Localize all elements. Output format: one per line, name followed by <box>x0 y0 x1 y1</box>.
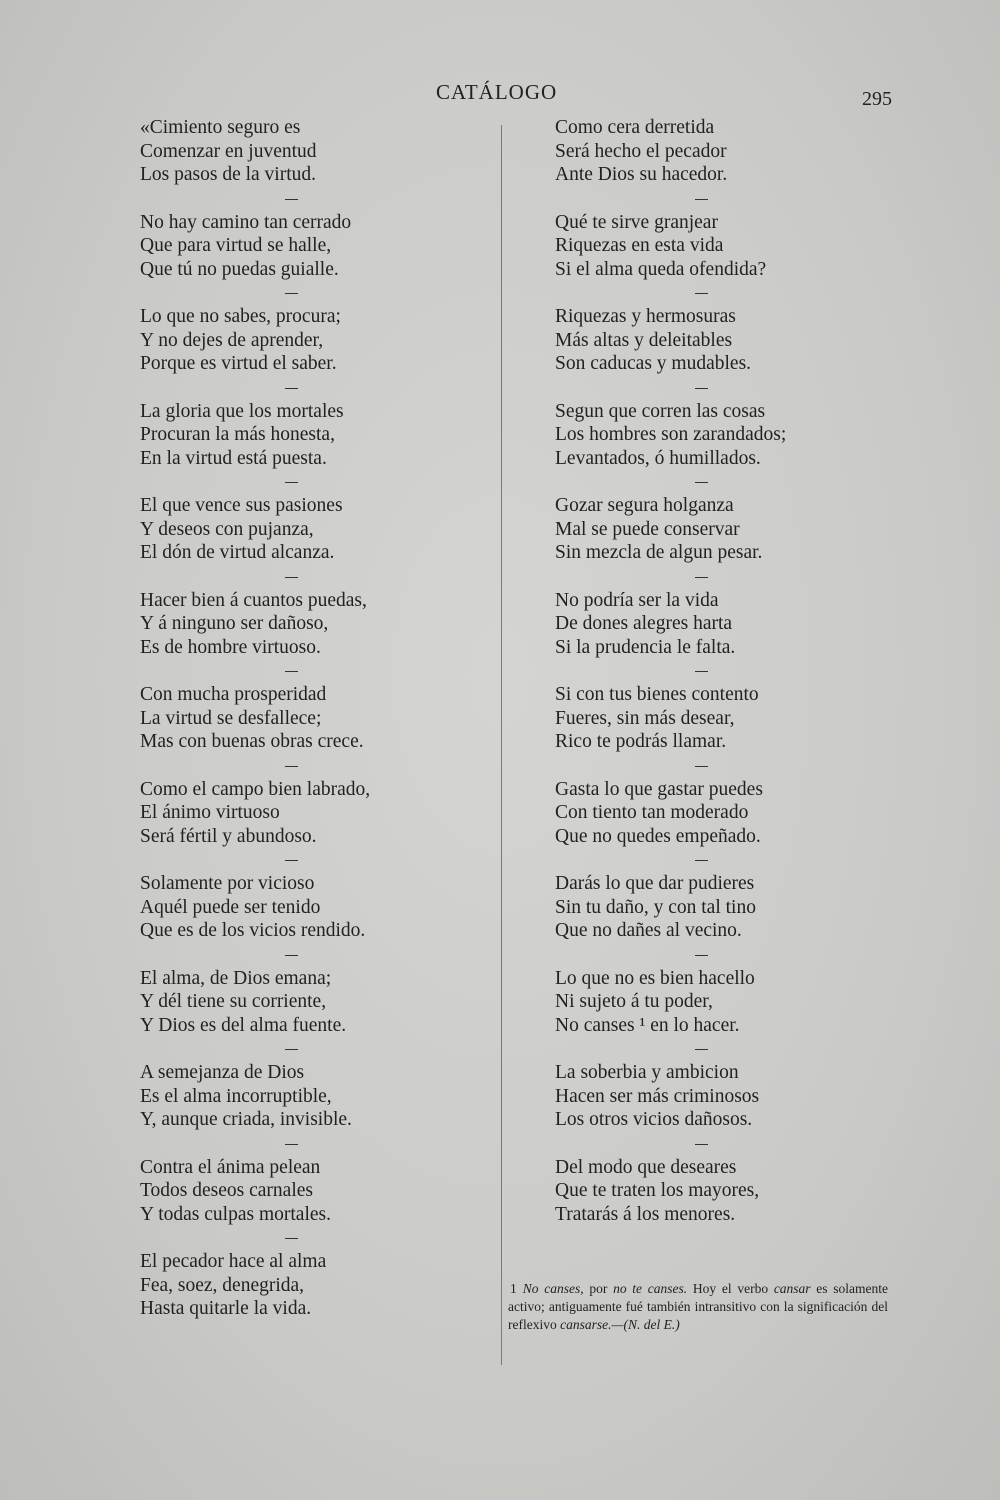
verse-line: Riquezas y hermosuras <box>555 306 736 327</box>
verse-line: A semejanza de Dios <box>140 1062 305 1083</box>
verse-line: Los pasos de la virtud. <box>140 164 317 185</box>
stanza-separator <box>695 671 708 672</box>
verse-line: Sin mezcla de algun pesar. <box>555 542 763 563</box>
stanza-separator <box>285 388 298 389</box>
verse-line: Y todas culpas mortales. <box>140 1203 331 1225</box>
verse-line: El ánimo virtuoso <box>140 802 280 823</box>
verse-line: Es el alma incorruptible, <box>140 1085 332 1107</box>
verse-line: De dones alegres harta <box>555 613 733 634</box>
verse-line: Porque es virtud el saber. <box>140 353 337 374</box>
stanza-separator <box>695 860 708 861</box>
stanza-separator <box>285 1238 298 1239</box>
verse-line: Rico te podrás llamar. <box>555 731 727 752</box>
verse-line: Comenzar en juventud <box>140 140 317 162</box>
verse-line: Hacen ser más criminosos <box>555 1085 760 1107</box>
stanza <box>140 872 480 943</box>
verse-line: Sin tu daño, y con tal tino <box>555 896 756 918</box>
verse-line: Los hombres son zarandados; <box>555 424 787 445</box>
verse-line: Mas con buenas obras crece. <box>140 731 364 752</box>
verse-line: Fueres, sin más desear, <box>555 707 735 729</box>
stanza-separator <box>695 1144 708 1145</box>
stanza-separator <box>695 1049 708 1050</box>
stanza <box>140 116 480 187</box>
verse-line: El pecador hace al alma <box>140 1251 327 1272</box>
verse-line: La gloria que los mortales <box>140 400 344 422</box>
stanza-separator <box>695 388 708 389</box>
stanza <box>555 589 885 660</box>
verse-line: El dón de virtud alcanza. <box>140 542 335 563</box>
stanza <box>555 116 885 187</box>
footnote <box>508 1280 888 1334</box>
verse-line: Que te traten los mayores, <box>555 1180 760 1201</box>
verse-line: Y á ninguno ser dañoso, <box>140 613 329 634</box>
verse-line: Son caducas y mudables. <box>555 353 752 374</box>
stanza <box>140 400 480 471</box>
verse-line: Aquél puede ser tenido <box>140 896 321 918</box>
verse-line: Ante Dios su hacedor. <box>555 164 728 185</box>
stanza-separator <box>285 1049 298 1050</box>
right-column <box>555 116 885 1226</box>
verse-line: La soberbia y ambicion <box>555 1062 739 1083</box>
verse-line: Que es de los vicios rendido. <box>140 920 366 941</box>
stanza <box>140 1250 480 1321</box>
verse-line: Mal se puede conservar <box>555 518 740 540</box>
verse-line: Todos deseos carnales <box>140 1180 313 1201</box>
verse-line: Con tiento tan moderado <box>555 802 749 823</box>
footnote-italic-4: cansarse.—(N. del E.) <box>560 1317 680 1332</box>
verse-line: Tratarás á los menores. <box>555 1203 736 1225</box>
verse-line: No canses ¹ en lo hacer. <box>555 1014 740 1036</box>
verse-line: Si con tus bienes contento <box>555 684 759 705</box>
verse-line: El alma, de Dios emana; <box>140 967 332 989</box>
stanza-separator <box>695 293 708 294</box>
stanza <box>555 1061 885 1132</box>
stanza <box>140 589 480 660</box>
footnote-number: 1 <box>510 1281 517 1296</box>
verse-line: La virtud se desfallece; <box>140 707 322 729</box>
verse-line: Contra el ánima pelean <box>140 1156 321 1178</box>
verse-line: Qué te sirve granjear <box>555 211 718 233</box>
stanza <box>140 1061 480 1132</box>
stanza-separator <box>285 1144 298 1145</box>
verse-line: Procuran la más honesta, <box>140 424 335 445</box>
stanza-separator <box>285 955 298 956</box>
stanza <box>140 778 480 849</box>
stanza <box>555 683 885 754</box>
stanza-separator <box>695 766 708 767</box>
verse-line: Que tú no puedas guialle. <box>140 258 339 280</box>
left-column <box>140 116 480 1321</box>
verse-line: Si la prudencia le falta. <box>555 636 736 658</box>
stanza <box>555 494 885 565</box>
verse-line: Será fértil y abundoso. <box>140 825 317 847</box>
stanza-separator <box>695 199 708 200</box>
verse-line: No podría ser la vida <box>555 589 719 611</box>
verse-line: El que vence sus pasiones <box>140 495 343 516</box>
verse-line: Gozar segura holganza <box>555 495 734 516</box>
stanza-separator <box>285 293 298 294</box>
stanza <box>555 211 885 282</box>
verse-line: «Cimiento seguro es <box>140 117 301 138</box>
verse-line: Y Dios es del alma fuente. <box>140 1014 347 1036</box>
verse-line: Hacer bien á cuantos puedas, <box>140 589 367 611</box>
stanza-separator <box>285 577 298 578</box>
verse-line: Levantados, ó humillados. <box>555 447 761 469</box>
verse-line: Con mucha prosperidad <box>140 684 327 705</box>
stanza <box>140 683 480 754</box>
verse-line: Que para virtud se halle, <box>140 235 332 256</box>
verse-line: Y dél tiene su corriente, <box>140 991 327 1012</box>
stanza-separator <box>285 860 298 861</box>
stanza-separator <box>695 482 708 483</box>
stanza-separator <box>285 671 298 672</box>
column-divider <box>501 125 502 1365</box>
verse-line: Como el campo bien labrado, <box>140 778 371 800</box>
verse-line: Más altas y deleitables <box>555 329 733 351</box>
verse-line: Del modo que deseares <box>555 1156 737 1178</box>
verse-line: Si el alma queda ofendida? <box>555 258 767 280</box>
verse-line: Es de hombre virtuoso. <box>140 636 321 658</box>
stanza <box>555 967 885 1038</box>
footnote-text-2: Hoy el verbo <box>687 1281 774 1296</box>
stanza <box>140 211 480 282</box>
verse-line: Solamente por vicioso <box>140 873 315 894</box>
stanza-separator <box>695 577 708 578</box>
verse-line: Será hecho el pecador <box>555 140 727 162</box>
stanza-separator <box>285 199 298 200</box>
page-number: 295 <box>862 88 892 110</box>
verse-line: Y deseos con pujanza, <box>140 518 314 540</box>
stanza <box>140 494 480 565</box>
stanza <box>555 778 885 849</box>
footnote-text-1: por <box>583 1281 614 1296</box>
verse-line: Lo que no es bien hacello <box>555 967 755 989</box>
footnote-italic-3: cansar <box>773 1281 811 1296</box>
verse-line: Darás lo que dar pudieres <box>555 873 755 894</box>
verse-line: Gasta lo que gastar puedes <box>555 778 763 800</box>
verse-line: Fea, soez, denegrida, <box>140 1274 305 1296</box>
stanza-separator <box>695 955 708 956</box>
verse-line: En la virtud está puesta. <box>140 447 327 469</box>
verse-line: Hasta quitarle la vida. <box>140 1298 312 1319</box>
footnote-text-3: es solamente activo; antiguamente fué también intransitivo con la significación del reflexivo <box>508 1281 889 1332</box>
verse-line: Lo que no sabes, procura; <box>140 306 341 327</box>
footnote-italic-2: no te canses. <box>613 1281 688 1296</box>
stanza <box>140 1156 480 1227</box>
verse-line: Segun que corren las cosas <box>555 400 766 422</box>
stanza <box>555 305 885 376</box>
verse-line: Que no quedes empeñado. <box>555 825 761 847</box>
verse-line: Y no dejes de aprender, <box>140 329 324 351</box>
stanza-separator <box>285 482 298 483</box>
verse-line: Como cera derretida <box>555 117 715 138</box>
verse-line: Que no dañes al vecino. <box>555 920 742 941</box>
stanza <box>140 967 480 1038</box>
stanza-separator <box>285 766 298 767</box>
verse-line: Riquezas en esta vida <box>555 235 724 256</box>
footnote-italic-1: No canses, <box>522 1281 584 1296</box>
stanza <box>555 872 885 943</box>
stanza <box>140 305 480 376</box>
verse-line: No hay camino tan cerrado <box>140 211 352 233</box>
verse-line: Ni sujeto á tu poder, <box>555 991 713 1012</box>
verse-line: Los otros vicios dañosos. <box>555 1109 753 1130</box>
verse-line: Y, aunque criada, invisible. <box>140 1109 352 1130</box>
stanza <box>555 1156 885 1227</box>
stanza <box>555 400 885 471</box>
page-header-title: CATÁLOGO <box>436 80 558 104</box>
